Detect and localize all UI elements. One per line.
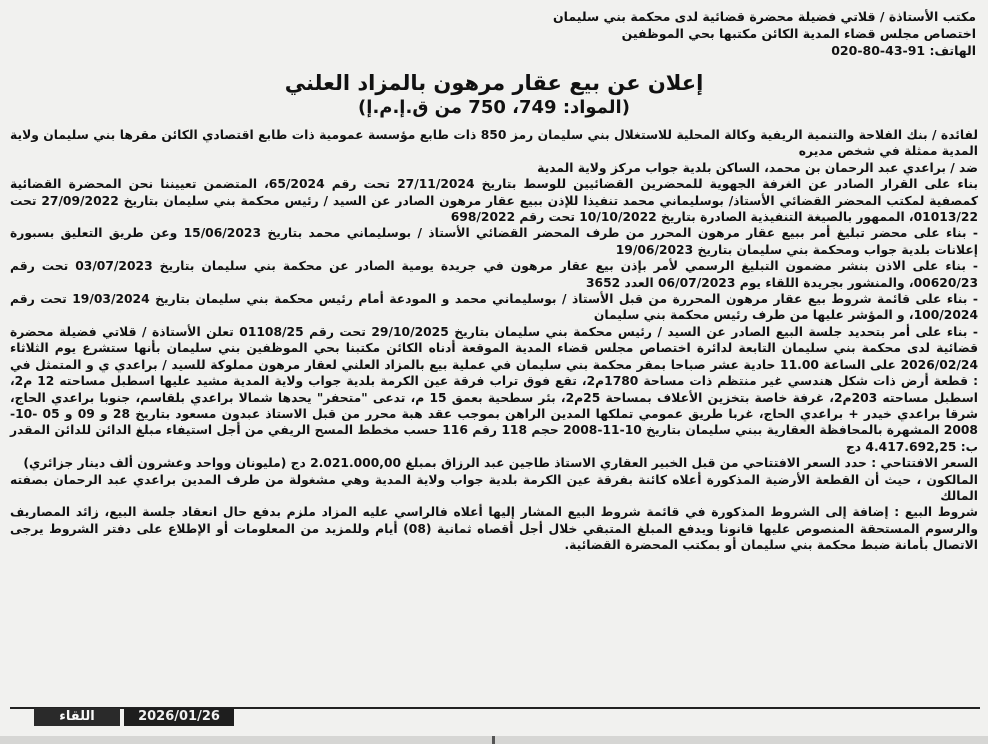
announcement-body xyxy=(10,127,978,554)
column-divider xyxy=(492,736,495,744)
office-line-1: مكتب الأستاذة / قلاتي فضيلة محضرة قضائية لدى محكمة بني سليمان xyxy=(552,9,976,24)
paragraph-sale-conditions: شروط البيع : إضافة إلى الشروط المذكورة في قائمة شروط البيع المشار إليها أعلاه فالراسي عليه المزاد ملزم بدفع حال انعقاد جلسة البيع، زائد المصاريف والرسوم المستحقة المنصوص عليها قانونا ويدفع المبلغ المتبقي خلال أجل أقصاه ثمانية (08) أيام وللمزيد من المعلومات أو الإطلاع على دفتر الشروط يرجى الاتصال بأمانة ضبط محكمة بني سليمان أو بمكتب المحضرة القضائية. xyxy=(10,505,979,553)
paragraph-sale-order: - بناء على أمر بتحديد جلسة البيع الصادر عن السيد / رئيس محكمة بني سليمان بتاريخ 29/10/2025 تحت رقم 01108/25 تعلن الأستاذة / قلاتي فضيلة محضرة قضائية لدى محكمة بني سليمان التابعة لدائرة اختصاص مجلس قضاء المدية الموقعة أدناه الكائن مكتبنا بحي الموظفين بني سليمان بأنها ستشرع يوم الثلاثاء 2026/02/24 على الساعة 11.00 حادية عشر صباحا بمقر محكمة بني سليمان في عملية بيع بالمزاد العلني لعقار مرهون مملوكة للسيد / براعدي ي و المتمثل في : قطعة أرض ذات شكل هندسي غير منتظم ذات مساحة 1780م2، تقع فوق تراب فرقة عين الكرمة بلدية جواب ولاية المدية مشيد عليها اسطبل مساحته 12 م2، اسطبل مساحته 203م2، غرفة خاصة بتخزين الأعلاف بمساحة 25م2، بئر سطحية بعمق 15 م، تدعى "متحفر" يحدها شمالا براعدي بلقاسم، جنوبا براعدي الحاج، شرقا براعدي خيدر + براعدي الحاج، غربا طريق عمومي تملكها المدين الراهن بموجب عقد هبة محرر من قبل الاستاذ عبدون مسعود بتاريخ 28 و 09 و 05 -10- 2008 المشهرة بالمحافظة العقارية ببني سليمان بتاريخ 10-11-2008 حجم 118 رقم 116 حسب مخطط المسح الريفي من أجل استيفاء مبلغ الدائن للدائن المقدر ب: 4.417.692,25 دج xyxy=(10,324,978,454)
newspaper-name: اللقاء xyxy=(34,708,120,726)
office-phone: الهاتف: 91-43-80-020 xyxy=(831,43,976,58)
paragraph-decision: بناء على القرار الصادر عن الغرفة الجهوية للمحضرين القضائيين للوسط بتاريخ 27/11/2024 تحت رقم 65/2024، المتضمن تعييننا نحن المحضرة القضائية كمصفية لمكتب المحضر القضائي الأستاذ/ بوسليماني محمد تنفيذا للإذن ببيع عقار مرهون الصادر عن السيد / رئيس محكمة بني سليمان بتاريخ 27/09/2022 تحت 01013/22، الممهور بالصيغة التنفيذية الصادرة بتاريخ 10/10/2022 تحت رقم 698/2022 xyxy=(10,177,978,225)
paragraph-conditions-list: - بناء على قائمة شروط بيع عقار مرهون المحررة من قبل الأستاذ / بوسليماني محمد و المودعة أمام رئيس محكمة بني سليمان بتاريخ 19/03/2024 تحت رقم 100/2024، و المؤشر عليها من طرف رئيس محكمة بني سليمان xyxy=(10,292,978,323)
announcement-title: إعلان عن بيع عقار مرهون بالمزاد العلني xyxy=(284,71,704,95)
announcement-subtitle: (المواد: 749، 750 من ق.إ.م.إ) xyxy=(358,97,630,118)
paragraph-publication: - بناء على الاذن بنشر مضمون التبليغ الرسمي لأمر بإذن بيع عقار مرهون في جريدة يومية الصادر عن محكمة بني سليمان بتاريخ 03/07/2023 تحت رقم 00620/23، والمنشور بجريدة اللقاء يوم 06/07/2023 العدد 3652 xyxy=(10,259,978,290)
paragraph-beneficiary: لفائدة / بنك الفلاحة والتنمية الريفية وكالة المحلية للاستغلال بني سليمان رمز 850 ذات طابع مؤسسة عمومية ذات طابع اقتصادي الكائن مقرها بني سليمان ولاية المدية ممثلة في شخص مديره xyxy=(10,128,978,159)
paragraph-owners: المالكون ، حيث أن القطعة الأرضية المذكورة أعلاه كائنة بفرقة عين الكرمة بلدية جواب ولاية المدية وهي مشغولة من طرف المدين براعدي عبد الرحمان بصفته المالك xyxy=(10,472,978,503)
office-line-2: اختصاص مجلس قضاء المدية الكائن مكتبها بحي الموظفين xyxy=(621,26,976,41)
paragraph-notification: - بناء على محضر تبليغ أمر ببيع عقار مرهون المحرر من طرف المحضر القضائي الأستاذ / بوسليماني محمد بتاريخ 15/06/2023 وعن طريق التعليق بسبورة إعلانات بلدية جواب ومحكمة بني سليمان بتاريخ 19/06/2023 xyxy=(10,226,978,257)
paragraph-against: ضد / براعدي عبد الرحمان بن محمد، الساكن بلدية جواب مركز ولاية المدية xyxy=(537,160,978,175)
publication-date: 2026/01/26 xyxy=(124,708,234,726)
paragraph-opening-price: السعر الافتتاحي : حدد السعر الافتتاحي من قبل الخبير العقاري الاستاذ طاجين عبد الرزاق بمبلغ 2.021.000,00 دج (مليونان وواحد وعشرون ألف دينار جزائري) xyxy=(23,456,978,471)
office-header xyxy=(416,8,976,59)
